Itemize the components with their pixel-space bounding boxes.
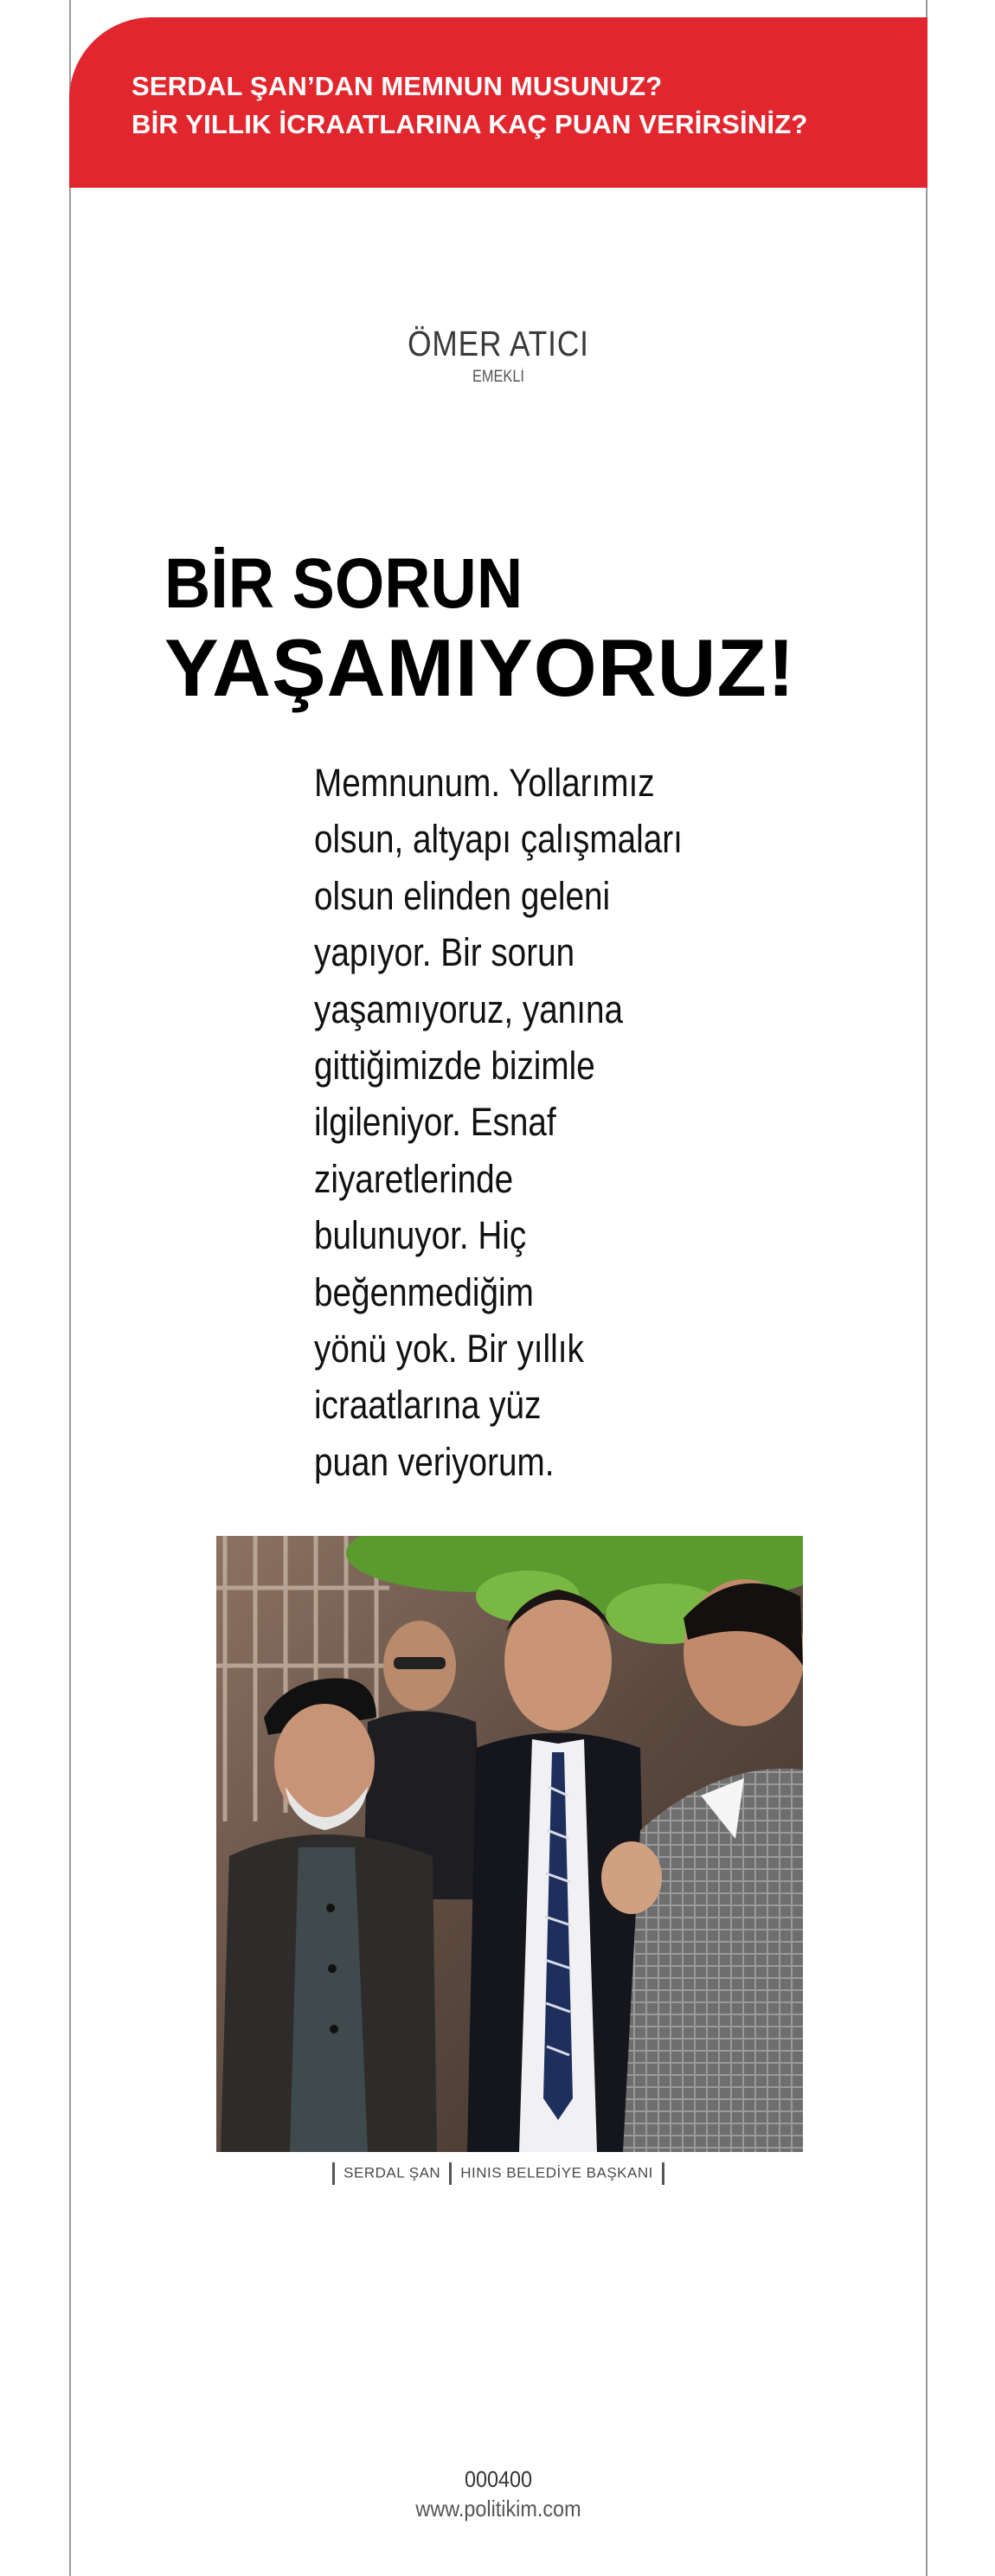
person-role: EMEKLİ xyxy=(472,368,524,386)
caption-divider xyxy=(662,2162,664,2185)
quote-text xyxy=(314,755,721,1490)
header-line-1: SERDAL ŞAN’DAN MEMNUN MUSUNUZ? xyxy=(132,71,663,101)
quote-line: puan veriyorum. xyxy=(314,1439,555,1484)
person-name: ÖMER ATICI xyxy=(408,324,589,363)
quote-line: gittiğimizde bizimle xyxy=(314,1044,595,1089)
quote-line: ilgileniyor. Esnaf xyxy=(314,1100,556,1145)
caption-divider xyxy=(449,2162,452,2185)
header-banner xyxy=(69,17,928,188)
quote-line: olsun elinden geleni xyxy=(314,873,611,918)
photo-caption xyxy=(69,2160,928,2187)
quote-line: beğenmediğim xyxy=(314,1269,534,1314)
footer-url: www.politikim.com xyxy=(415,2496,581,2521)
quote-line: yapıyor. Bir sorun xyxy=(314,930,575,975)
quote-line: Memnunum. Yollarımız xyxy=(314,761,655,805)
quote-line: yönü yok. Bir yıllık xyxy=(314,1327,584,1372)
footer xyxy=(69,2464,928,2523)
quote-line: ziyaretlerinde xyxy=(314,1156,514,1201)
caption-name: SERDAL ŞAN xyxy=(343,2164,441,2181)
caption-title: HINIS BELEDİYE BAŞKANI xyxy=(460,2164,653,2181)
headline-line-2: YAŞAMIYORUZ! xyxy=(164,622,796,713)
quote-line: icraatlarına yüz xyxy=(314,1383,542,1428)
header-line-2: BİR YILLIK İCRAATLARINA KAÇ PUAN VERİRSİNİZ? xyxy=(132,109,808,139)
headline xyxy=(164,545,795,713)
person-block xyxy=(69,322,928,388)
quote-line: bulunuyor. Hiç xyxy=(314,1213,527,1258)
quote-line: olsun, altyapı çalışmaları xyxy=(314,817,683,862)
headline-line-1: BİR SORUN xyxy=(164,544,523,623)
news-photo xyxy=(216,1536,803,2152)
quote-line: yaşamıyoruz, yanına xyxy=(314,986,624,1031)
caption-divider xyxy=(332,2162,335,2185)
footer-code: 000400 xyxy=(464,2466,533,2492)
